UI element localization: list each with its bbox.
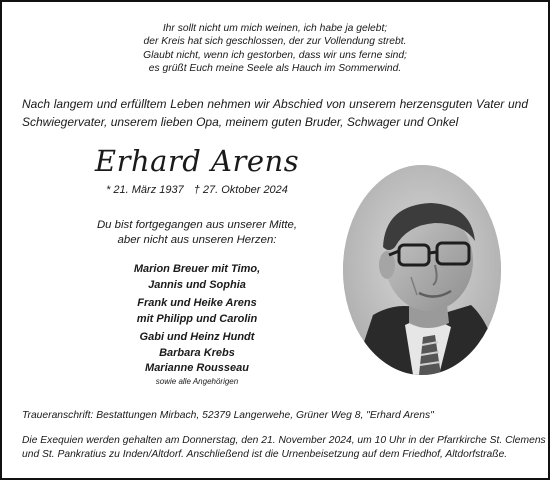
family-group-2 xyxy=(72,296,322,327)
poem-line: es grüßt Euch meine Seele als Hauch im Sommerwind. xyxy=(148,63,402,75)
portrait-illustration xyxy=(343,165,501,375)
memorial-line: Du bist fortgegangen aus unserer Mitte, xyxy=(96,219,298,231)
family-group-3 xyxy=(72,330,322,377)
other-relatives: sowie alle Angehörigen xyxy=(155,377,239,386)
poem xyxy=(2,22,548,76)
deceased-name: Erhard Arens xyxy=(94,144,300,178)
funeral-address: Traueranschrift: Bestattungen Mirbach, 52379 Langerwehe, Grüner Weg 8, "Erhard Arens" xyxy=(22,410,434,421)
memorial-line: aber nicht aus unseren Herzen: xyxy=(117,233,277,246)
family-line: mit Philipp und Carolin xyxy=(136,312,258,325)
life-dates xyxy=(72,184,322,196)
poem-line: der Kreis hat sich geschlossen, der zur Vollendung strebt. xyxy=(143,36,407,48)
death-date: † 27. Oktober 2024 xyxy=(193,184,288,196)
portrait-photo xyxy=(343,165,501,375)
family-line: Gabi und Heinz Hundt xyxy=(139,331,255,343)
poem-line: Glaubt nicht, wenn ich gestorben, dass wir uns ferne sind; xyxy=(143,49,407,61)
intro-text: Nach langem und erfülltem Leben nehmen wir Abschied von unserem herzensguten Vater und Schwiegervater, unserem lieben Opa, meinem guten Bruder, Schwager und Onkel xyxy=(22,97,528,129)
memorial-text xyxy=(72,218,322,247)
funeral-info xyxy=(22,434,546,462)
family-line: Marianne Rousseau xyxy=(145,362,249,375)
funeral-line: und St. Pankratius zu Inden/Altdorf. Anschließend ist die Urnenbeisetzung auf dem Friedhof, Altdorfstraße. xyxy=(22,449,508,460)
family-line: Frank und Heike Arens xyxy=(137,297,257,309)
birth-date: * 21. März 1937 xyxy=(106,184,184,196)
family-line: Marion Breuer mit Timo, xyxy=(133,263,261,275)
family-line: Jannis und Sophia xyxy=(148,278,246,291)
family-line: Barbara Krebs xyxy=(159,346,235,359)
poem-line: Ihr sollt nicht um mich weinen, ich habe ja gelebt; xyxy=(162,23,388,34)
funeral-line: Die Exequien werden gehalten am Donnerstag, den 21. November 2024, um 10 Uhr in der Pfarrkirche St. Clemens xyxy=(22,435,546,446)
family-group-1 xyxy=(72,262,322,293)
